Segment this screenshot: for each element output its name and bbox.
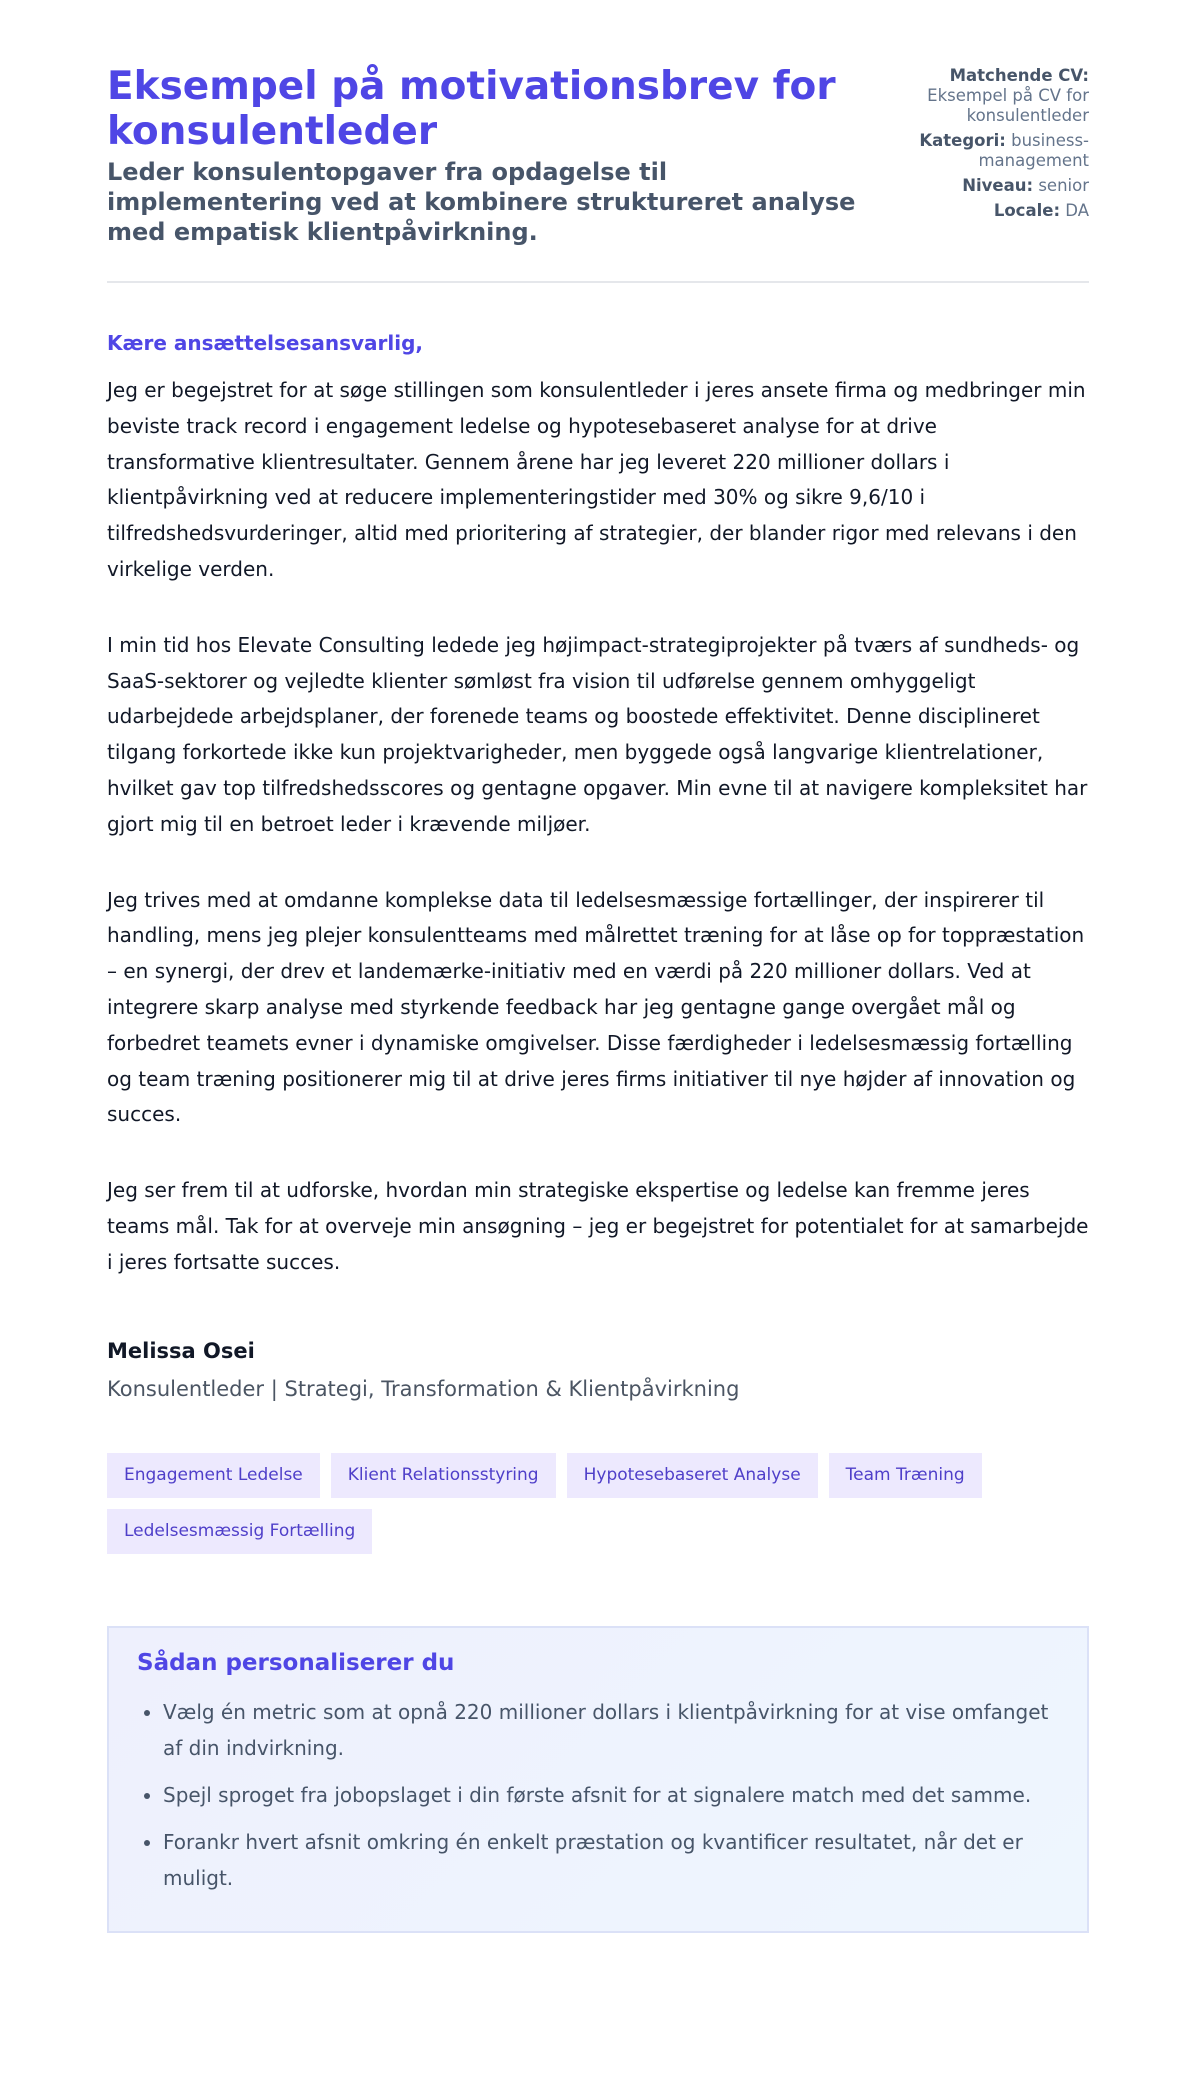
meta-label: Locale: [993, 201, 1061, 220]
meta-label: Niveau: [962, 176, 1034, 195]
skill-tag: Klient Relationsstyring [331, 1453, 556, 1498]
meta-panel [889, 66, 1089, 226]
meta-level [889, 176, 1089, 196]
meta-value: business-management [978, 131, 1089, 170]
meta-label: Kategori: [919, 131, 1006, 150]
meta-value: senior [1038, 176, 1089, 195]
skill-tag: Engagement Ledelse [107, 1453, 320, 1498]
meta-matching-cv [889, 66, 1089, 126]
letter-paragraph: Jeg er begejstret for at søge stillingen som konsulentleder i jeres ansete firma og medbringer min beviste track record i engagement ledelse og hypotesebaseret analyse for at drive transformative klientresultater. Gennem årene har jeg leveret 220 millioner dollars i klientpåvirkning ved at reducere implementeringstider med 30% og sikre 9,6/10 i tilfredshedsvurderinger, altid med prioritering af strategier, der blander rigor med relevans i den virkelige verden. [107, 378, 1086, 581]
letter-paragraph: Jeg ser frem til at udforske, hvordan min strategiske ekspertise og ledelse kan fremme jeres teams mål. Tak for at overveje min ansøgning – jeg er begejstret for potentialet for at samarbejde i jeres fortsatte succes. [107, 1178, 1089, 1274]
personalization-tips-box [107, 1626, 1089, 1933]
tip-item: • Vælg én metric som at opnå 220 millioner dollars i klientpåvirkning for at vise omfanget af din indvirkning. [163, 1694, 1059, 1766]
page-title: Eksempel på motivationsbrev for konsulentleder [107, 64, 836, 154]
page-subtitle: Leder konsulentopgaver fra opdagelse til implementering ved at kombinere struktureret analyse med empatisk klientpåvirkning. [107, 158, 856, 246]
meta-value: DA [1065, 201, 1089, 220]
matching-cv-link[interactable]: Eksempel på CV for konsulentleder [927, 86, 1089, 125]
meta-category [889, 131, 1089, 171]
page-header [107, 64, 1089, 283]
tips-list [137, 1694, 1059, 1896]
tip-item: • Spejl sproget fra jobopslaget i din første afsnit for at signalere match med det samme. [163, 1777, 1059, 1813]
greeting: Kære ansættelsesansvarlig, [107, 331, 424, 355]
skill-tag: Hypotesebaseret Analyse [567, 1453, 818, 1498]
letter-paragraph: I min tid hos Elevate Consulting ledede jeg højimpact-strategiprojekter på tværs af sundheds- og SaaS-sektorer og vejledte klienter sømløst fra vision til udførelse gennem omhyggeligt udarbejdede arbejdsplaner, der forenede teams og boostede effektivitet. Denne disciplineret tilgang forkortede ikke kun projektvarigheder, men byggede også langvarige klientrelationer, hvilket gav top tilfredshedsscores og gentagne opgaver. Min evne til at navigere kompleksitet har gjort mig til en betroet leder i krævende miljøer. [107, 632, 1088, 836]
skill-tags [107, 1453, 1089, 1554]
skill-tag: Ledelsesmæssig Fortælling [107, 1509, 372, 1554]
skill-tag: Team Træning [829, 1453, 982, 1498]
signature-title: Konsulentleder | Strategi, Transformation & Klientpåvirkning [107, 1376, 740, 1401]
signature-name: Melissa Osei [107, 1338, 255, 1363]
tips-heading: Sådan personaliserer du [137, 1649, 455, 1676]
letter-paragraph: Jeg trives med at omdanne komplekse data til ledelsesmæssige fortællinger, der inspirerer til handling, mens jeg plejer konsulentteams med målrettet træning for at låse op for toppræstation – en synergi, der drev et landemærke-initiativ med en værdi på 220 millioner dollars. Ved at integrere skarp analyse med styrkende feedback har jeg gentagne gange overgået mål og forbedret teamets evner i dynamiske omgivelser. Disse færdigheder i ledelsesmæssig fortælling og team træning positionerer mig til at drive jeres firms initiativer til nye højder af innovation og succes. [107, 887, 1085, 1127]
tip-item: • Forankr hvert afsnit omkring én enkelt præstation og kvantificer resultatet, når det er muligt. [163, 1824, 1059, 1896]
signature [107, 1339, 1089, 1401]
meta-locale [889, 201, 1089, 221]
meta-label: Matchende CV: [949, 66, 1089, 85]
cover-letter-page [107, 64, 1089, 1933]
header-left [107, 64, 867, 247]
